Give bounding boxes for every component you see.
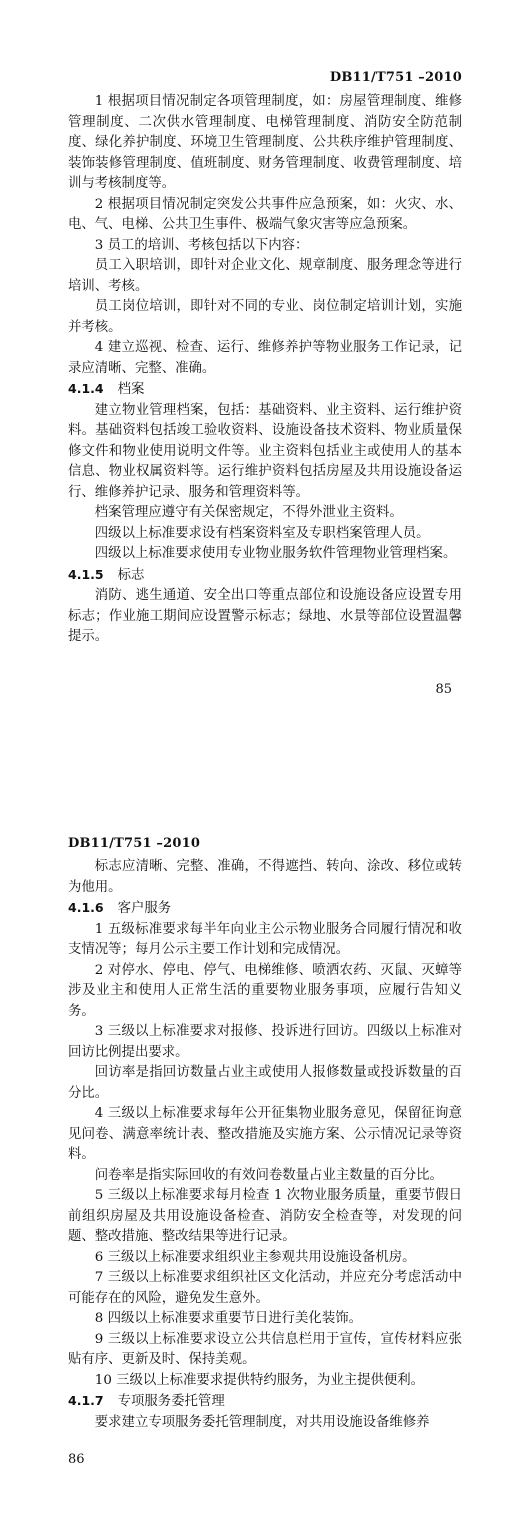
paragraph: 要求建立专项服务委托管理制度，对共用设施设备维修养 xyxy=(94,1414,430,1430)
paragraph: 1 五级标准要求每半年向业主公示物业服务合同履行情况和收支情况等；每月公示主要工作计划和完成情况。 xyxy=(68,921,462,957)
section-title: 档案 xyxy=(117,382,145,397)
paragraph: 2 根据项目情况制定突发公共事件应急预案，如：火灾、水、电、气、电梯、公共卫生事件、极端气象灾害等应急预案。 xyxy=(68,196,462,232)
paragraph: 回访率是指回访数量占业主或使用人报修数量或投诉数量的百分比。 xyxy=(68,1065,462,1101)
standard-header: DB11/T751 –2010 xyxy=(329,70,462,85)
section-heading-customer-service xyxy=(68,898,462,920)
paragraph: 消防、逃生通道、安全出口等重点部位和设施设备应设置专用标志；作业施工期间应设置警示标志；绿地、水景等部位设置温馨提示。 xyxy=(68,588,462,644)
paragraph: 8 四级以上标准要求重要节日进行美化装饰。 xyxy=(94,1311,362,1326)
standard-header: DB11/T751 –2010 xyxy=(68,836,201,851)
section-number: 4.1.5 xyxy=(68,566,104,582)
section-number: 4.1.6 xyxy=(68,900,104,915)
paragraph: 9 三级以上标准要求设立公共信息栏用于宣传，宣传材料应张贴有序、更新及时、保持美观。 xyxy=(68,1331,462,1367)
paragraph: 5 三级以上标准要求每月检查 1 次物业服务质量，重要节假日前组织房屋及共用设施设备检查、消防安全检查等，对发现的问题、整改措施、整改结果等进行记录。 xyxy=(68,1188,462,1244)
section-number: 4.1.7 xyxy=(68,1393,104,1408)
page-number: 85 xyxy=(435,682,452,697)
page-85-body xyxy=(68,92,462,648)
paragraph: 4 三级以上标准要求每年公开征集物业服务意见，保留征询意见问卷、满意率统计表、整改措施及实施方案、公示情况记录等资料。 xyxy=(68,1106,462,1162)
paragraph: 员工入职培训，即针对企业文化、规章制度、服务理念等进行培训、考核。 xyxy=(68,258,462,294)
page-86-body xyxy=(68,857,462,1433)
paragraph: 员工岗位培训，即针对不同的专业、岗位制定培训计划，实施并考核。 xyxy=(68,299,462,335)
paragraph: 3 三级以上标准要求对报修、投诉进行回访。四级以上标准对回访比例提出要求。 xyxy=(68,1024,462,1060)
section-heading-outsourcing xyxy=(68,1391,462,1413)
section-title: 标志 xyxy=(117,567,145,583)
paragraph: 建立物业管理档案，包括：基础资料、业主资料、运行维护资料。基础资料包括竣工验收资料、设施设备技术资料、物业质量保修文件和物业使用说明文件等。业主资料包括业主或使用人的基本信息、物业权属资料等。运行维护资料包括房屋及共用设施设备运行、维修养护记录、服务和管理资料等。 xyxy=(68,402,462,500)
section-number: 4.1.4 xyxy=(68,381,104,396)
page-85 xyxy=(0,0,530,760)
paragraph: 7 三级以上标准要求组织社区文化活动，并应充分考虑活动中可能存在的风险，避免发生意外。 xyxy=(68,1270,462,1306)
section-heading-signs xyxy=(68,565,462,587)
page-number: 86 xyxy=(68,1452,85,1467)
paragraph: 标志应清晰、完整、准确，不得遮挡、转向、涂改、移位或转为他用。 xyxy=(68,859,462,895)
paragraph: 四级以上标准要求设有档案资料室及专职档案管理人员。 xyxy=(94,525,430,541)
page-86 xyxy=(0,760,530,1534)
paragraph: 档案管理应遵守有关保密规定，不得外泄业主资料。 xyxy=(94,505,403,520)
paragraph: 4 建立巡视、检查、运行、维修养护等物业服务工作记录，记录应清晰、完整、准确。 xyxy=(68,340,462,376)
paragraph: 问卷率是指实际回收的有效问卷数量占业主数量的百分比。 xyxy=(94,1167,443,1183)
paragraph: 6 三级以上标准要求组织业主参观共用设施设备机房。 xyxy=(94,1249,416,1265)
paragraph: 2 对停水、停电、停气、电梯维修、喷洒农药、灭鼠、灭蟑等涉及业主和使用人正常生活的重要物业服务事项，应履行告知义务。 xyxy=(68,962,462,1019)
section-title: 专项服务委托管理 xyxy=(117,1394,225,1409)
paragraph: 10 三级以上标准要求提供特约服务，为业主提供便利。 xyxy=(94,1372,425,1388)
paragraph: 1 根据项目情况制定各项管理制度，如：房屋管理制度、维修管理制度、二次供水管理制度、电梯管理制度、消防安全防范制度、绿化养护制度、环境卫生管理制度、公共秩序维护管理制度、装饰装修管理制度、值班制度、财务管理制度、收费管理制度、培训与考核制度等。 xyxy=(68,94,462,191)
section-heading-archives xyxy=(68,379,462,401)
paragraph: 3 员工的培训、考核包括以下内容： xyxy=(94,237,309,253)
section-title: 客户服务 xyxy=(117,901,172,916)
paragraph: 四级以上标准要求使用专业物业服务软件管理物业管理档案。 xyxy=(94,546,457,561)
